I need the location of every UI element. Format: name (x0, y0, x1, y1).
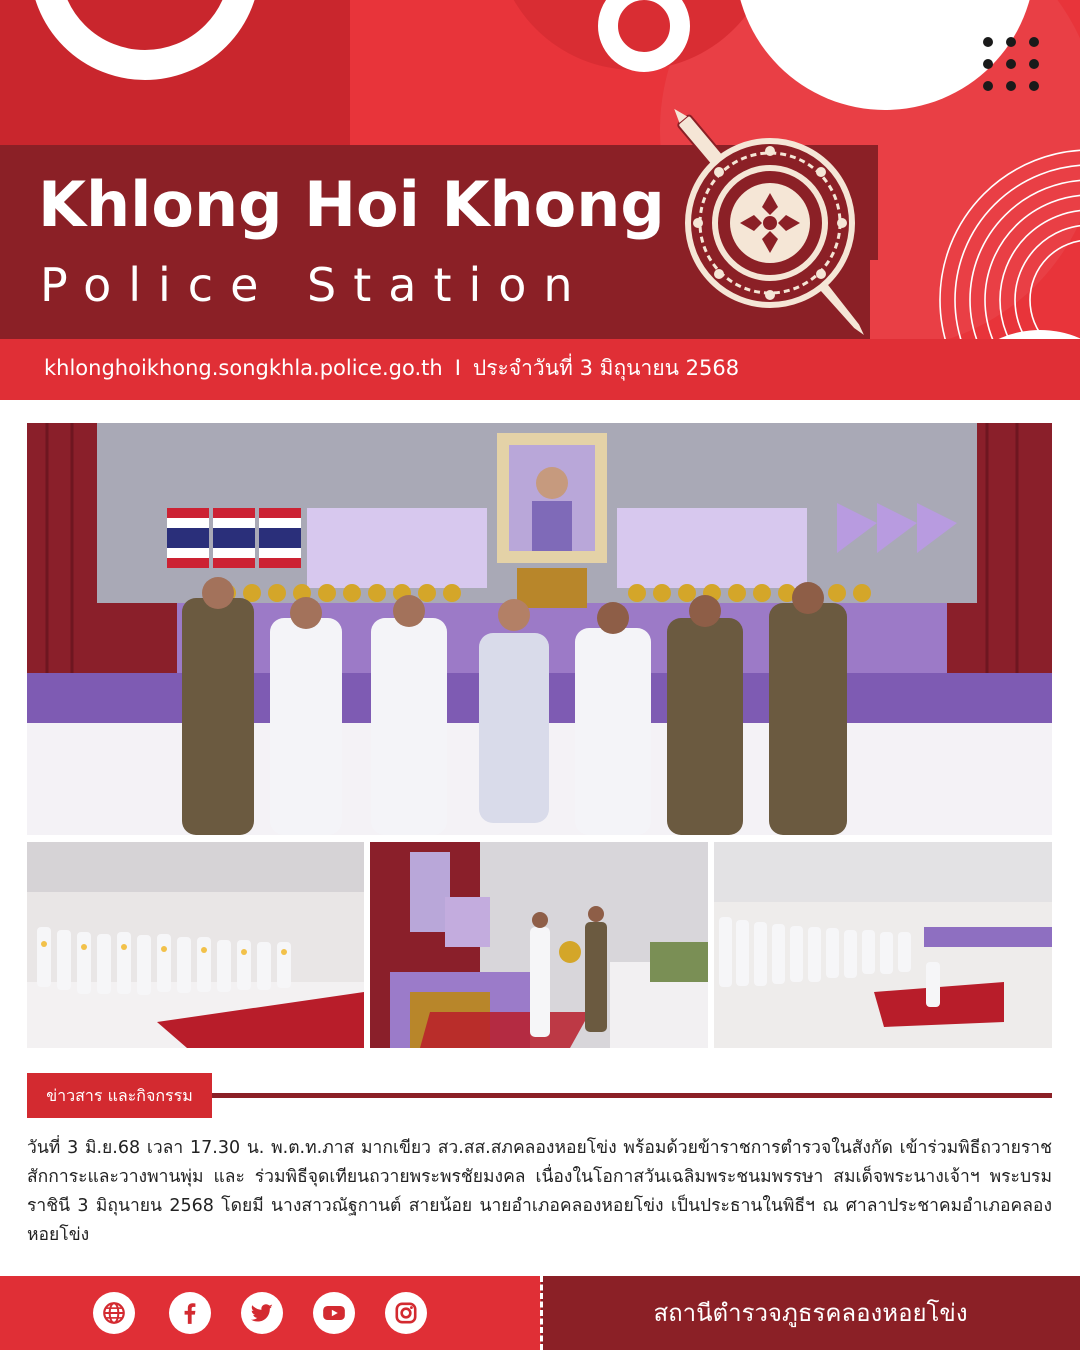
section-divider (212, 1093, 1052, 1098)
date-text: ประจำวันที่ 3 มิถุนายน 2568 (472, 356, 740, 380)
dots-grid-icon (978, 32, 1048, 96)
website-link[interactable]: khlonghoikhong.songkhla.police.go.th (44, 356, 443, 380)
facebook-icon[interactable] (169, 1292, 211, 1334)
news-body-text: วันที่ 3 มิ.ย.68 เวลา 17.30 น. พ.ต.ท.ภาส มากเขียว สว.สส.สภคลองหอยโข่ง พร้อมด้วยข้าราชการตำรวจในสังกัด เข้าร่วมพิธีถวายราชสักการะและวางพานพุ่ม และ ร่วมพิธีจุดเทียนถวายพระพรชัยมงคล เนื่องในโอกาสวันเฉลิมพระชนมพรรษา สมเด็จพระนางเจ้าฯ พระบรมราชินี 3 มิถุนายน 2568 โดยมี นางสาวณัฐกานต์ สายน้อย นายอำเภอคลองหอยโข่ง เป็นประธานในพิธีฯ ณ ศาลาประชาคมอำเภอคลองหอยโข่ง (27, 1138, 1052, 1245)
instagram-icon[interactable] (385, 1292, 427, 1334)
youtube-icon[interactable] (313, 1292, 355, 1334)
separator: I (454, 356, 461, 380)
page-subtitle: Police Station (40, 258, 590, 312)
officials-hall-photo (714, 842, 1052, 1048)
news-section-tag: ข่าวสาร และกิจกรรม (27, 1073, 212, 1118)
station-name: สถานีตำรวจภูธรคลองหอยโข่ง (653, 1299, 968, 1327)
globe-icon[interactable] (93, 1292, 135, 1334)
header-banner (0, 0, 1080, 400)
page-title: Khlong Hoi Khong (38, 168, 665, 241)
offering-photo (370, 842, 708, 1048)
info-line (44, 352, 739, 385)
main-ceremony-photo (27, 423, 1052, 835)
police-emblem-icon (640, 98, 900, 348)
decor-arc-lines (900, 110, 1080, 350)
candle-ceremony-photo (27, 842, 364, 1048)
twitter-icon[interactable] (241, 1292, 283, 1334)
